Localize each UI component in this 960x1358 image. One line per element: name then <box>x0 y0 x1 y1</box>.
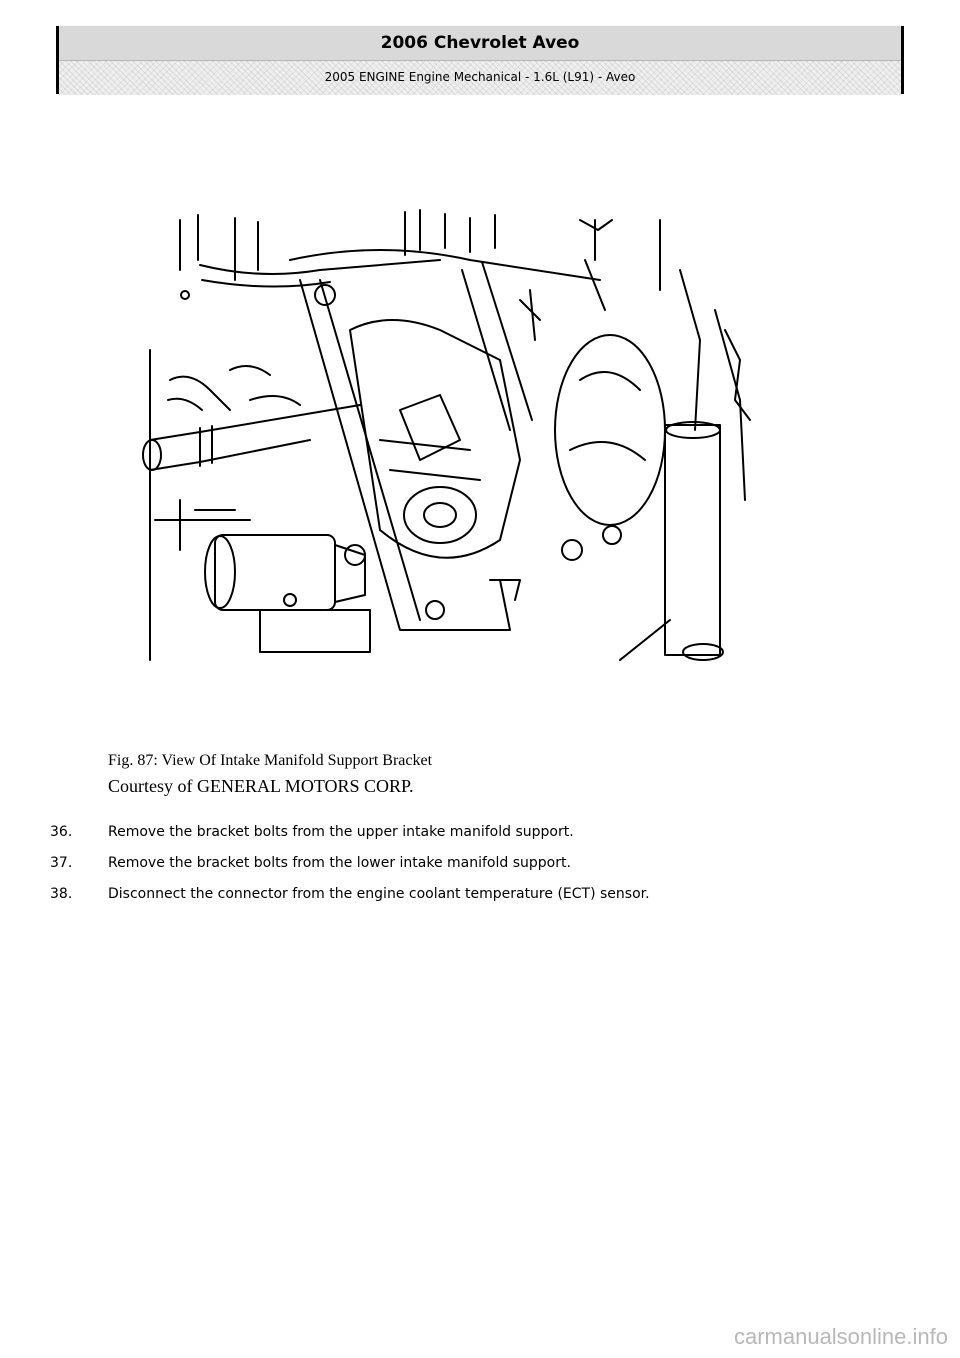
step-text: Disconnect the connector from the engine coolant temperature (ECT) sensor. <box>108 886 650 902</box>
list-item <box>50 886 650 917</box>
step-number: 38. <box>50 886 73 902</box>
page-header <box>56 26 904 94</box>
figure-caption: Fig. 87: View Of Intake Manifold Support Bracket <box>108 752 433 769</box>
figure-courtesy: Courtesy of GENERAL MOTORS CORP. <box>108 776 414 796</box>
list-item <box>50 855 650 886</box>
step-text: Remove the bracket bolts from the upper intake manifold support. <box>108 824 574 840</box>
step-number: 36. <box>50 824 73 840</box>
header-title: 2006 Chevrolet Aveo <box>59 26 901 61</box>
step-number: 37. <box>50 855 73 871</box>
step-text: Remove the bracket bolts from the lower intake manifold support. <box>108 855 571 871</box>
engine-illustration <box>140 200 760 670</box>
list-item <box>50 824 650 855</box>
header-subtitle: 2005 ENGINE Engine Mechanical - 1.6L (L91) - Aveo <box>59 61 901 95</box>
procedure-steps <box>50 824 650 917</box>
watermark: carmanualsonline.info <box>733 1324 948 1349</box>
